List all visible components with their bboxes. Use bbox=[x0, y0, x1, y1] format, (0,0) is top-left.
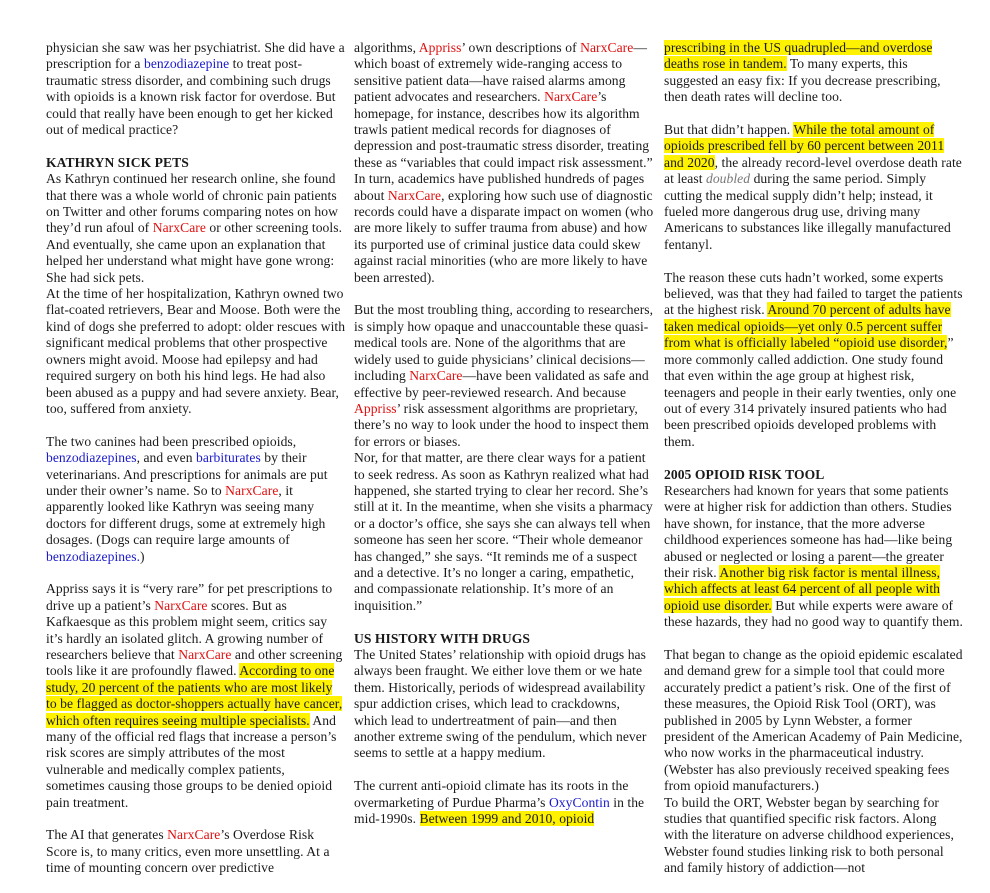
text: ’s Overdose Risk Score is, to many critics, even more unsettling. At a time of mounting concern over predictive bbox=[46, 827, 330, 876]
link-appriss[interactable]: Appriss bbox=[418, 40, 462, 55]
text: during the same period. Simply cutting the medical supply didn’t help; instead, it fueled more dangerous drug use, driving many Americans to substances like illegally manufactured fentanyl. bbox=[664, 171, 951, 252]
text: in the mid-1990s. bbox=[354, 794, 645, 827]
link-oxycontin[interactable]: OxyContin bbox=[548, 794, 610, 810]
text: algorithms, bbox=[354, 40, 419, 55]
text: But while experts were aware of these hazards, they had no good way to quantify them. bbox=[664, 597, 963, 630]
text: by their veterinarians. And prescriptions for animals are put under their owner’s name. So to bbox=[46, 450, 328, 498]
paragraph bbox=[46, 171, 346, 286]
text: physician she saw was her psychiatrist. She did have a prescription for a bbox=[46, 40, 345, 72]
section-heading: 2005 OPIOID RISK TOOL bbox=[664, 466, 825, 482]
paragraph: The United States’ relationship with opioid drugs has always been fraught. We either love them or we hate them. Historically, periods of widespread availability spur addiction crises, which lead to crackdowns, which lead to undertreatment of pain—and then another extreme swing of the pendulum, which never seems to settle at a happy medium. bbox=[354, 647, 647, 761]
text: scores. But as Kafkaesque as this problem might seem, critics say it’s hardly an isolated glitch. A growing number of researchers believe that bbox=[46, 597, 328, 662]
text: Appriss says it is “very rare” for pet prescriptions to drive up a patient’s bbox=[46, 581, 333, 613]
text: But that didn’t happen. bbox=[664, 122, 794, 138]
link-barbiturates[interactable]: barbiturates bbox=[196, 450, 261, 466]
link-appriss[interactable]: Appriss bbox=[354, 400, 397, 416]
link-benzodiazepine[interactable]: benzodiazepine bbox=[143, 56, 230, 72]
paragraph: To build the ORT, Webster began by searching for studies that quantified specific risk factors. Along with the literature on adverse childhood experiences, Webster found studies linking risk to both personal and family history of addiction—not bbox=[664, 794, 954, 876]
paragraph bbox=[46, 581, 346, 811]
column-2 bbox=[354, 40, 654, 844]
text: ’s homepage, for instance, describes how its algorithm trawls patient medical records for diagnoses of depression and post-traumatic stress disorder, treating these as “variables that could impact risk assessment.” In turn, academics have published hundreds of pages about bbox=[354, 89, 653, 203]
paragraph bbox=[46, 40, 346, 138]
link-narxcare[interactable]: NarxCare bbox=[580, 40, 634, 55]
text: ” more commonly called addiction. One study found that even within the age group at highest risk, teenagers and people in their early twenties, only one out of every 314 privately insured patients who had been prescribed opioids developed problems with them. bbox=[664, 335, 957, 449]
highlighted-text: While the total amount of opioids prescribed fell by 60 percent between 2011 and 2020 bbox=[664, 122, 945, 170]
highlighted-text: Another big risk factor is mental illness, which affects at least 64 percent of all people with opioid use disorder. bbox=[664, 564, 941, 613]
link-doubled[interactable]: doubled bbox=[705, 171, 751, 187]
link-narxcare[interactable]: NarxCare bbox=[154, 597, 208, 613]
link-narxcare[interactable]: NarxCare bbox=[178, 646, 232, 662]
link-benzodiazepines[interactable]: benzodiazepines bbox=[46, 450, 137, 466]
column-1 bbox=[46, 40, 346, 893]
text: , it apparently looked like Kathryn was seeing many doctors for different drugs, some at extremely high dosages. (Dogs can require large amounts of bbox=[46, 482, 326, 548]
text: The AI that generates bbox=[46, 827, 168, 843]
text: But the most troubling thing, according to researchers, is simply how opaque and unaccountable these quasi-medical tools are. None of the algorithms that are widely used to guide physicians’ clinical decisions—including bbox=[354, 302, 654, 384]
text: , exploring how such use of diagnostic records could have a disparate impact on women (who are more likely to suffer trauma from abuse) and how its purported use of criminal justice data could skew against racial minorities (who are more likely to have been arrested). bbox=[354, 187, 654, 285]
text: The reason these cuts hadn’t worked, some experts believed, was that they had failed to target the patients at the highest risk. bbox=[664, 269, 963, 318]
text: or other screening tools. And eventually, she came upon an explanation that helped her understand what might have gone wrong: She had sick pets. bbox=[46, 220, 343, 285]
link-narxcare[interactable]: NarxCare bbox=[544, 89, 598, 105]
link-narxcare[interactable]: NarxCare bbox=[167, 827, 221, 843]
paragraph bbox=[46, 827, 346, 876]
text: Researchers had known for years that some patients were at higher risk for addiction than others. Studies have shown, for instance, that the more adverse childhood experiences someone has had—like being abused or neglected or losing a parent—the greater their risk. bbox=[664, 482, 953, 580]
highlighted-text: Around 70 percent of adults have taken medical opioids—yet only 0.5 percent suffer from what is officially labeled “opioid use disorder, bbox=[664, 302, 951, 351]
highlighted-text: According to one study, 20 percent of the patients who are most likely to be flagged as doctor-shoppers actually have cancer, which often requires seeing multiple specialists. bbox=[46, 663, 343, 728]
link-benzodiazepines[interactable]: benzodiazepines. bbox=[46, 548, 141, 564]
text: ’ own descriptions of bbox=[461, 40, 581, 55]
text: And many of the official red flags that increase a person’s risk scores are simply attributes of the most vulnerable and medically complex patients, sometimes causing those groups to be denied opioid pain treatment. bbox=[46, 712, 337, 810]
paragraph bbox=[354, 778, 654, 827]
link-narxcare[interactable]: NarxCare bbox=[387, 187, 442, 203]
text: As Kathryn continued her research online, she found that there was a whole world of chronic pain patients on Twitter and other forums comparing notes on how they’d run afoul of bbox=[46, 171, 338, 236]
text: The current anti-opioid climate has its roots in the overmarketing of Purdue Pharma’s bbox=[354, 778, 629, 810]
text: , and even bbox=[136, 450, 197, 466]
text: —which boast of extremely wide-ranging access to sensitive patient data—have raised alarms among patient advocates and researchers. bbox=[354, 40, 647, 105]
text: The two canines had been prescribed opioids, bbox=[46, 433, 297, 449]
link-narxcare[interactable]: NarxCare bbox=[225, 482, 279, 498]
text: and other screening tools like it are profoundly flawed. bbox=[46, 646, 343, 679]
text: to treat post-traumatic stress disorder, and combining such drugs with opioids is a known risk factor for overdose. But could that really have been enough to get her kicked out of medical practice? bbox=[46, 56, 336, 138]
text: ) bbox=[140, 548, 145, 564]
link-narxcare[interactable]: NarxCare bbox=[152, 220, 206, 236]
text: ’ risk assessment algorithms are proprietary, there’s no way to look under the hood to inspect them for errors or biases. bbox=[354, 400, 649, 449]
paragraph: That began to change as the opioid epidemic escalated and demand grew for a simple tool that could more accurately predict a patient’s risk. One of the first of these measures, the Opioid Risk Tool (ORT), was published in 2005 by Lynn Webster, a former president of the American Academy of Pain Medicine, who now works in the pharmaceutical industry. (Webster has also previously received speaking fees from opioid manufacturers.) bbox=[664, 646, 963, 794]
text: , the already record-level overdose death rate at least bbox=[664, 154, 962, 187]
paragraph: At the time of her hospitalization, Kathryn owned two flat-coated retrievers, Bear and Moose. Both were the kind of dogs she preferred to adopt: older rescues with significant medical problems that other prospective owners might avoid. Moose had epilepsy and had required surgery on both his hind legs. He had also been abused as a puppy and had severe anxiety. Bear, too, suffered from anxiety. bbox=[46, 286, 346, 416]
paragraph bbox=[664, 270, 964, 450]
highlighted-text: prescribing in the US quadrupled—and overdose deaths rose in tandem. bbox=[664, 40, 933, 72]
paragraph: Nor, for that matter, are there clear ways for a patient to seek redress. As soon as Kathryn realized what had happened, she started trying to clear her record. She’s still at it. In the meantime, when she visits a pharmacy or a doctor’s office, she says she can always tell when someone has seen her score. “Their whole demeanor has changed,” she says. “It reminds me of a suspect and a detective. It’s no longer a caring, empathetic, and compassionate relationship. It’s more of an inquisition.” bbox=[354, 450, 653, 613]
paragraph bbox=[46, 434, 346, 565]
paragraph bbox=[664, 483, 964, 631]
link-narxcare[interactable]: NarxCare bbox=[409, 368, 463, 384]
highlighted-text: Between 1999 and 2010, opioid bbox=[419, 811, 595, 827]
text: To many experts, this suggested an easy fix: If you decrease prescribing, then death rates will decline too. bbox=[664, 56, 941, 105]
paragraph bbox=[354, 302, 654, 450]
paragraph bbox=[354, 40, 654, 286]
column-3 bbox=[664, 40, 964, 893]
paragraph bbox=[664, 122, 964, 253]
text: —have been validated as safe and effective by peer-reviewed research. And because bbox=[354, 368, 649, 400]
section-heading: KATHRYN SICK PETS bbox=[46, 154, 189, 170]
section-heading: US HISTORY WITH DRUGS bbox=[354, 630, 530, 646]
paragraph bbox=[664, 40, 964, 106]
